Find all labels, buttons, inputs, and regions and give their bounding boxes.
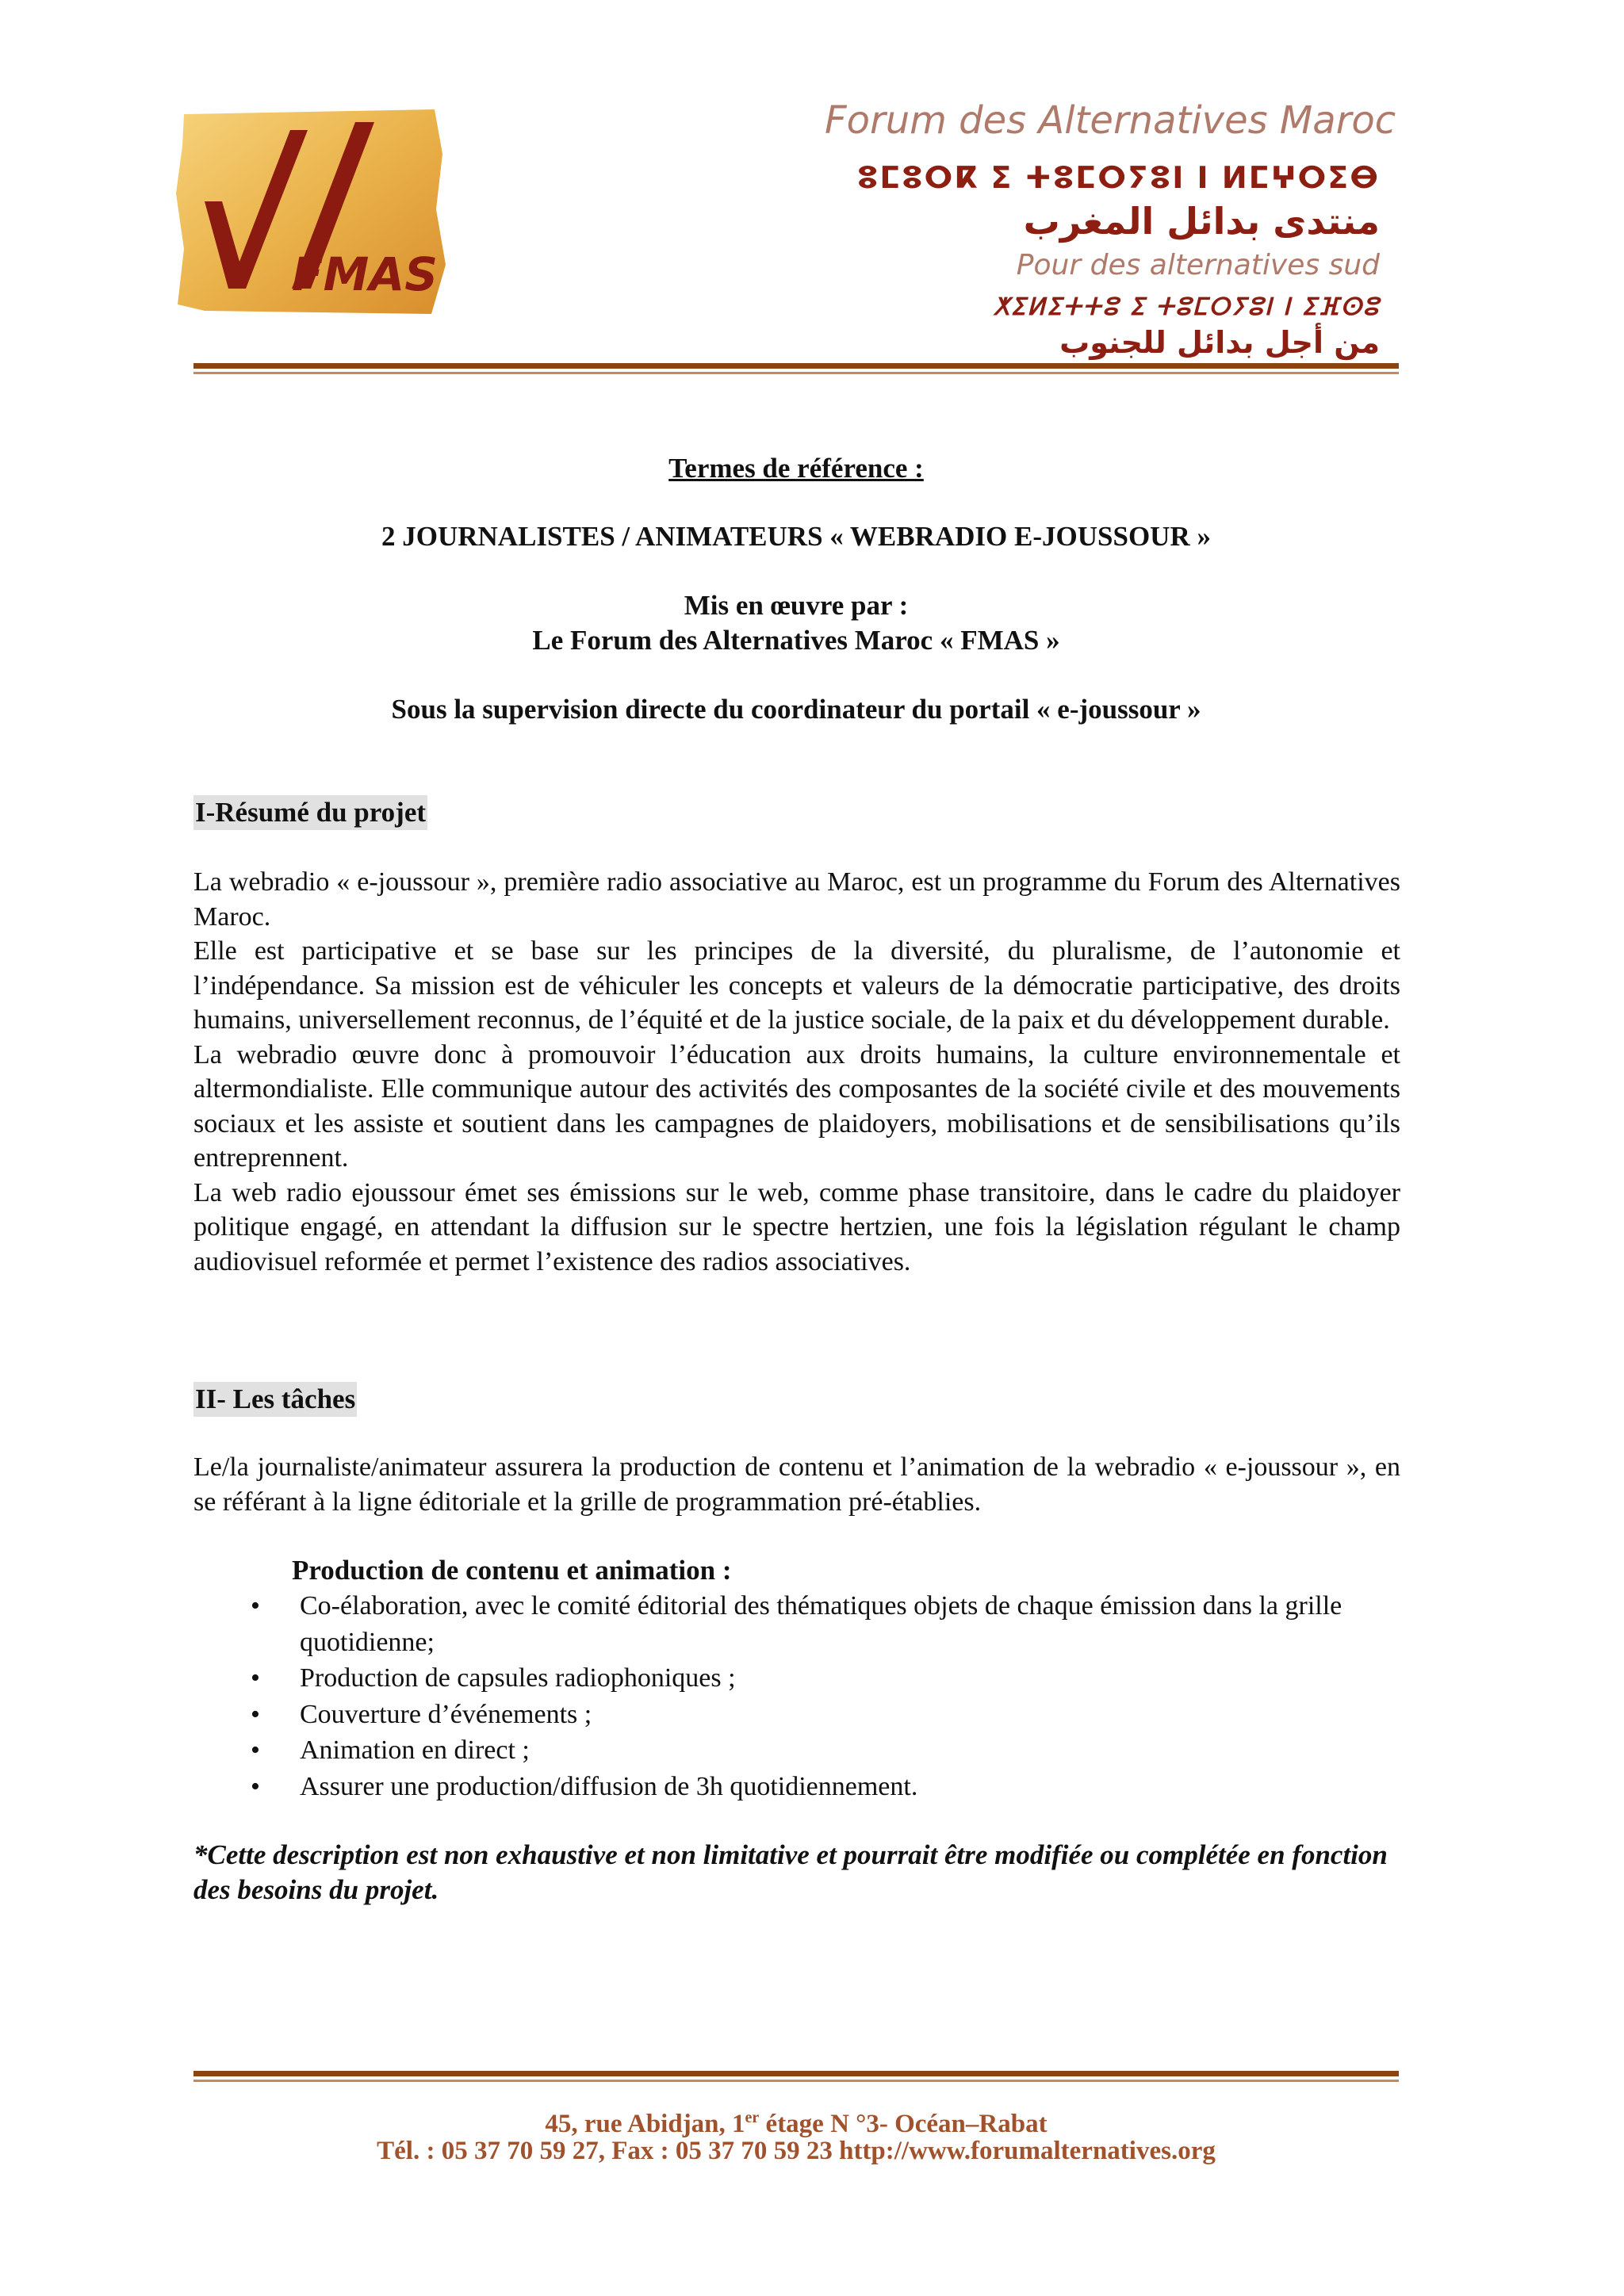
section-heading-resume: I-Résumé du projet: [193, 795, 427, 830]
paragraph: La web radio ejoussour émet ses émissions sur le web, comme phase transitoire, dans le cadre du plaidoyer politique engagé, en attendant la diffusion sur le spectre hertzien, une fois la législation régulant le champ audiovisuel reformée et permet l’existence des radios associatives.: [193, 1177, 1400, 1276]
header-divider: [193, 363, 1399, 374]
paragraph: Elle est participative et se base sur les principes de la diversité, du pluralisme, de l’autonomie et l’indépendance. Sa mission est de véhiculer les concepts et valeurs de la démocratie participative, des droits humains, universellement reconnus, de l’équité et de la justice sociale, de la paix et du développement durable.: [193, 936, 1400, 1035]
taches-intro: Le/la journaliste/animateur assurera la production de contenu et l’animation de la webradio « e-joussour », en se référant à la ligne éditoriale et la grille de programmation pré-établies.: [193, 1452, 1400, 1517]
position-title: 2 JOURNALISTES / ANIMATEURS « WEBRADIO E-JOUSSOUR »: [381, 521, 1211, 552]
footer-address: 45, rue Abidjan, 1er étage N °3- Océan–Rabat: [545, 2109, 1048, 2138]
doc-title: Termes de référence :: [668, 453, 924, 484]
fmas-logo-mark: [173, 106, 449, 317]
list-item: • Co-élaboration, avec le comité éditorial des thématiques objets de chaque émission dans la grille quotidienne;: [193, 1588, 1400, 1660]
paragraph: La webradio œuvre donc à promouvoir l’éducation aux droits humains, la culture environnementale et altermondialiste. Elle communique autour des activités des composantes de la société civile et des mouvements sociaux et les assiste et soutient dans les campagnes de plaidoyers, mobilisations et de sensibilisations qu’ils entreprennent.: [193, 1039, 1400, 1173]
tagline-fr: Pour des alternatives sud: [1016, 249, 1380, 281]
list-item: • Production de capsules radiophoniques ;: [193, 1660, 1400, 1697]
org-name-fr: Forum des Alternatives Maroc: [825, 98, 1396, 143]
footer-divider: [193, 2071, 1399, 2082]
bullet: •: [251, 1663, 260, 1693]
bullet: •: [251, 1591, 260, 1621]
task-list: [193, 1588, 1400, 1804]
paragraph: La webradio « e-joussour », première radio associative au Maroc, est un programme du Forum des Alternatives Maroc.: [193, 867, 1400, 932]
bullet: •: [251, 1699, 260, 1729]
svg-text:FMAS: FMAS: [292, 247, 438, 301]
bullet: •: [251, 1771, 260, 1801]
tagline-tifinagh: ⵅⵉⵍⵉⵜⵜⵓ ⵉ ⵜⵓⵎⵔⵢⵓⵏ ⵏ ⵉⴼⵙⵓ: [993, 293, 1380, 321]
org-name-arabic: منتدى بدائل المغرب: [1023, 200, 1380, 243]
implementer-name: Le Forum des Alternatives Maroc « FMAS »: [532, 625, 1060, 656]
list-item: • Couverture d’événements ;: [193, 1697, 1400, 1733]
list-item: • Animation en direct ;: [193, 1732, 1400, 1769]
org-name-tifinagh: ⵓⵎⵓⵔⴽ ⵉ ⵜⵓⵎⵔⵢⵓⵏ ⵏ ⵍⵎⵖⵔⵉⴱ: [857, 160, 1380, 195]
footer-contact: Tél. : 05 37 70 59 27, Fax : 05 37 70 59 23 http://www.forumalternatives.org: [377, 2137, 1216, 2165]
list-item: • Assurer une production/diffusion de 3h quotidiennement.: [193, 1769, 1400, 1805]
section-resume-body: [193, 865, 1400, 1279]
implementer-label: Mis en œuvre par :: [684, 590, 909, 621]
supervision-line: Sous la supervision directe du coordinateur du portail « e-joussour »: [391, 694, 1201, 725]
fmas-logo: [173, 106, 449, 317]
tagline-arabic: من أجل بدائل للجنوب: [1059, 325, 1380, 360]
section-heading-taches: II- Les tâches: [193, 1382, 357, 1417]
bullet: •: [251, 1735, 260, 1765]
disclaimer-note: *Cette description est non exhaustive et non limitative et pourrait être modifiée ou complétée en fonction des besoins du projet.: [193, 1839, 1388, 1905]
production-title: Production de contenu et animation :: [292, 1555, 732, 1586]
